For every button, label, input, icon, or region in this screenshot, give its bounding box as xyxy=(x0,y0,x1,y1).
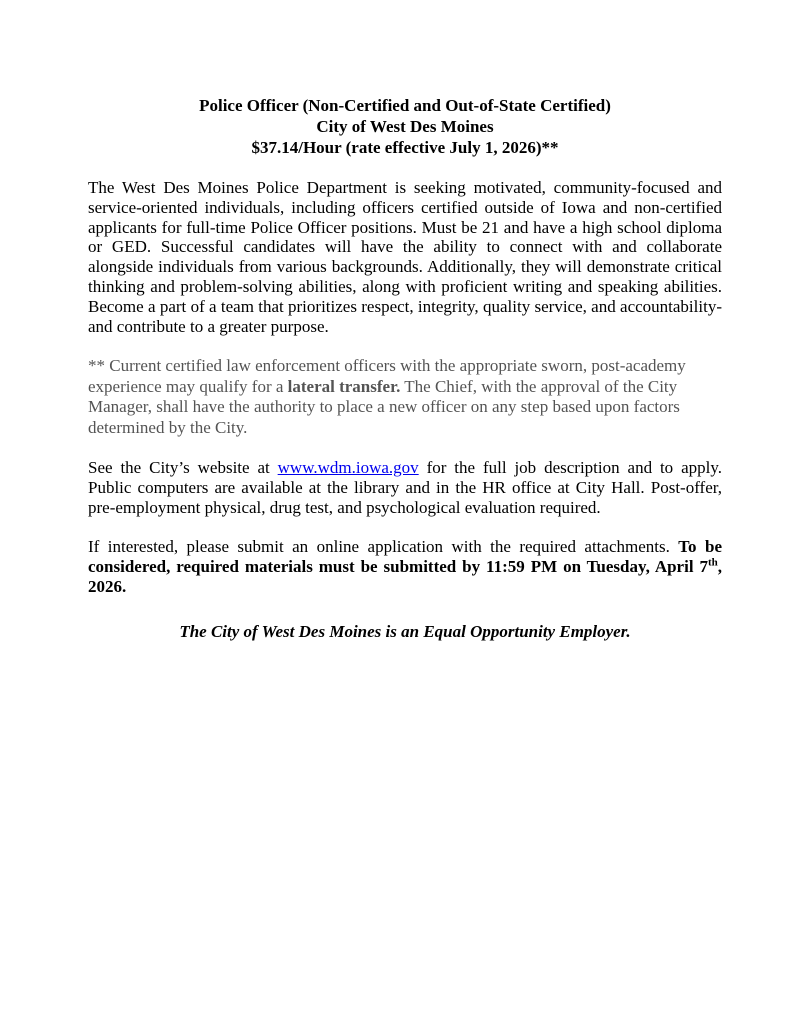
deadline-year-text: , 2026. xyxy=(88,557,722,596)
lateral-note-prefix: ** Current certified law enforcement officers with the appropriate sworn, post-academy experience may qualify for a xyxy=(88,356,686,396)
eoe-text: The City of West Des Moines is an Equal Opportunity Employer. xyxy=(179,621,631,641)
apply-instruction-text: If interested, please submit an online application with the required attachments. xyxy=(88,537,679,557)
application-deadline-paragraph xyxy=(88,537,722,596)
website-text-suffix: for the full job description and to apply. Public computers are available at the library and in the HR office at City Hall. Post-offer, pre-employment physical, drug test, and psychological evaluation required. xyxy=(88,458,722,517)
deadline-bold-text: To be considered, required materials must be submitted by 11:59 PM on Tuesday, April 7 xyxy=(88,537,722,577)
intro-paragraph xyxy=(88,178,722,336)
intro-text: The West Des Moines Police Department is seeking motivated, community-focused and service-oriented individuals, including officers certified outside of Iowa and non-certified applicants for full-time Police Officer positions. Must be 21 and have a high school diploma or GED. Successful candidates will have the ability to connect with and collaborate alongside individuals from various backgrounds. Additionally, they will demonstrate critical thinking and problem-solving abilities, along with proficient writing and speaking abilities. Become a part of a team that prioritizes respect, integrity, quality service, and accountability- and contribute to a greater purpose. xyxy=(88,178,722,336)
job-title-line: Police Officer (Non-Certified and Out-of-State Certified) xyxy=(199,96,611,115)
wdm-website-link[interactable]: www.wdm.iowa.gov xyxy=(277,458,419,477)
website-text-prefix: See the City’s website at xyxy=(88,458,278,477)
lateral-transfer-note xyxy=(88,356,722,438)
lateral-note-suffix: The Chief, with the approval of the City Manager, shall have the authority to place a new officer on any step based upon factors determined by the City. xyxy=(88,376,680,437)
lateral-transfer-bold: lateral transfer. xyxy=(287,376,401,396)
pay-rate-line: $37.14/Hour (rate effective July 1, 2026)** xyxy=(251,138,559,157)
city-name-line: City of West Des Moines xyxy=(316,117,494,136)
eoe-statement xyxy=(88,622,722,642)
ordinal-suffix: th xyxy=(707,556,718,569)
job-title-heading xyxy=(88,95,722,158)
website-paragraph xyxy=(88,458,722,517)
